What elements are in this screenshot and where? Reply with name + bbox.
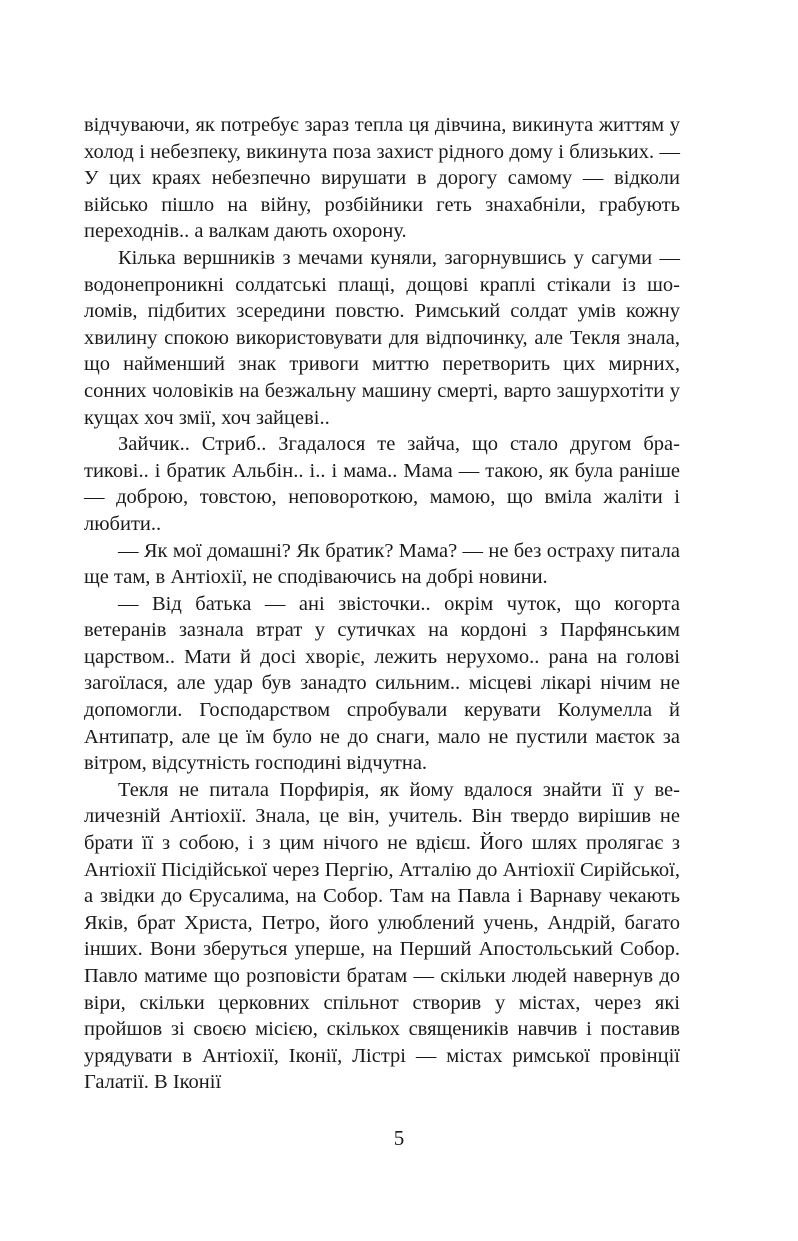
paragraph: — Як мої домашні? Як братик? Мама? — не без остраху питала ще там, в Антіохії, не сподіваючись на добрі новини. — [84, 539, 680, 589]
paragraph: Зайчик.. Стриб.. Згадалося те зайча, що стало другом братикові.. і братик Альбін.. і.. і мама.. Мама — такою, як була раніше — доброю, товстою, неповороткою, мамою, що вміла жаліти і любити.. — [84, 433, 680, 535]
paragraph: — Від батька — ані звісточки.. окрім чуток, що когорта ветеранів зазнала втрат у сутичках на кордоні з Парфянським царством.. Мати й досі хворіє, лежить нерухомо.. рана на голові загоїлася, але удар був занадто сильним.. місцеві лікарі нічим не допомогли. Господарством спробували керувати Колумелла й Антипатр, але це їм було не до снаги, мало не пустили маєток за вітром, відсутність господині відчутна. — [84, 592, 680, 775]
paragraph: Кілька вершників з мечами куняли, загорнувшись у сагуми — водонепроникні солдатські плащі, дощові краплі стікали із шоломів, підбитих зсередини повстю. Римський солдат умів кожну хвилину спокою використовувати для відпочинку, але Текля знала, що найменший знак тривоги миттю перетворить цих мирних, сонних чоловіків на безжальну машину смерті, варто зашурхотіти у кущах хоч змії, хоч зайцеві.. — [84, 246, 680, 429]
paragraph: Текля не питала Порфирія, як йому вдалося знайти її у величезній Антіохії. Знала, це він, учитель. Він твердо вирішив не брати її з собою, і з цим нічого не вдієш. Його шлях пролягає з Антіохії Пісідійської через Пергію, Атталію до Антіохії Сирійської, а звідки до Єрусалима, на Собор. Там на Павла і Варнаву чекають Яків, брат Христа, Петро, його улюблений учень, Андрій, багато інших. Вони зберуться уперше, на Перший Апостольський Собор. Павло матиме що розповісти братам — скільки людей навернув до віри, скільки церковних спільнот створив у містах, через які пройшов зі своєю місією, скількох священиків навчив і поставив урядувати в Антіохії, Іконії, Лістрі — містах римської провінції Галатії. В Іконії — [84, 778, 680, 1094]
page-body — [84, 112, 680, 1096]
page-number: 5 — [393, 1126, 405, 1150]
paragraph: відчуваючи, як потребує зараз тепла ця дівчина, викинута життям у холод і небезпеку, викинута поза захист рідного дому і близьких. — У цих краях небезпечно вирушати в дорогу самому — відколи військо пішло на війну, розбійники геть знахабніли, грабують переходнів.. а валкам дають охорону. — [84, 114, 680, 243]
